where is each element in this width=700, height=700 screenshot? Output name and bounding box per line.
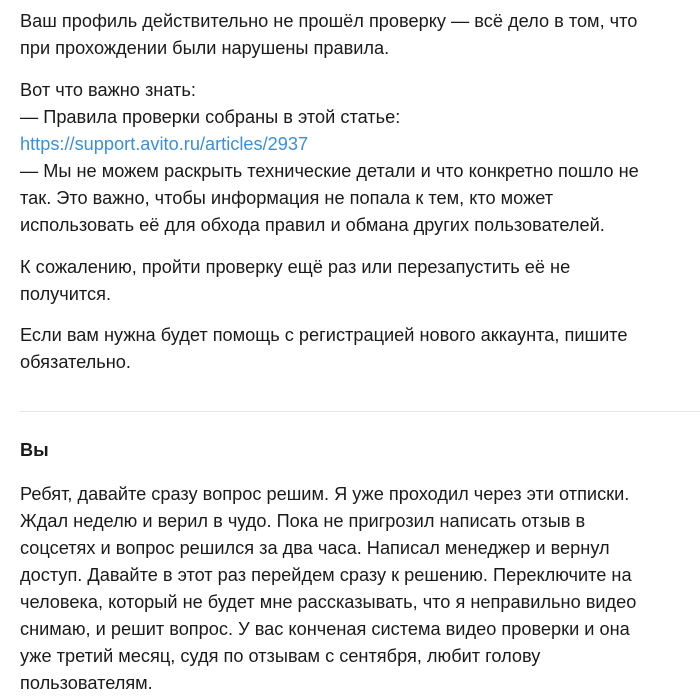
text-line: К сожалению, пройти проверку ещё раз или перезапустить её не [20, 257, 571, 277]
text-line: снимаю, и решит вопрос. У вас конченая система видео проверки и она [20, 619, 630, 639]
support-paragraph-1 [20, 8, 637, 62]
rules-link-line [20, 131, 639, 158]
text-line: — Мы не можем раскрыть технические детали и что конкретно пошло не [20, 161, 639, 181]
message-divider [20, 411, 700, 412]
support-paragraph-4 [20, 322, 627, 376]
text-line: доступ. Давайте в этот раз перейдем сразу к решению. Переключите на [20, 565, 632, 585]
user-message-text [20, 481, 636, 697]
text-line: Если вам нужна будет помощь с регистрацией нового аккаунта, пишите [20, 325, 628, 345]
support-paragraph-3 [20, 254, 570, 308]
text-line: пользователям. [20, 673, 153, 693]
text-line: обязательно. [20, 352, 131, 372]
text-line: уже третий месяц, судя по отзывам с сентября, любит голову [20, 646, 541, 666]
support-paragraph-2 [20, 77, 639, 239]
text-line: Ребят, давайте сразу вопрос решим. Я уже проходил через эти отписки. [20, 484, 630, 504]
text-line: — Правила проверки собраны в этой статье: [20, 107, 401, 127]
text-line: человека, который не будет мне рассказывать, что я неправильно видео [20, 592, 637, 612]
rules-article-link[interactable]: https://support.avito.ru/articles/2937 [20, 134, 309, 154]
text-line: использовать её для обхода правил и обмана других пользователей. [20, 215, 605, 235]
text-line: Ждал неделю и верил в чудо. Пока не пригрозил написать отзыв в [20, 511, 586, 531]
text-line: соцсетях и вопрос решился за два часа. Написал менеджер и вернул [20, 538, 610, 558]
text-line: при прохождении были нарушены правила. [20, 38, 390, 58]
text-line: Ваш профиль действительно не прошёл проверку — всё дело в том, что [20, 11, 638, 31]
sender-name: Вы [20, 440, 49, 460]
text-line: так. Это важно, чтобы информация не попала к тем, кто может [20, 188, 554, 208]
text-line: Вот что важно знать: [20, 80, 196, 100]
text-line: получится. [20, 284, 112, 304]
